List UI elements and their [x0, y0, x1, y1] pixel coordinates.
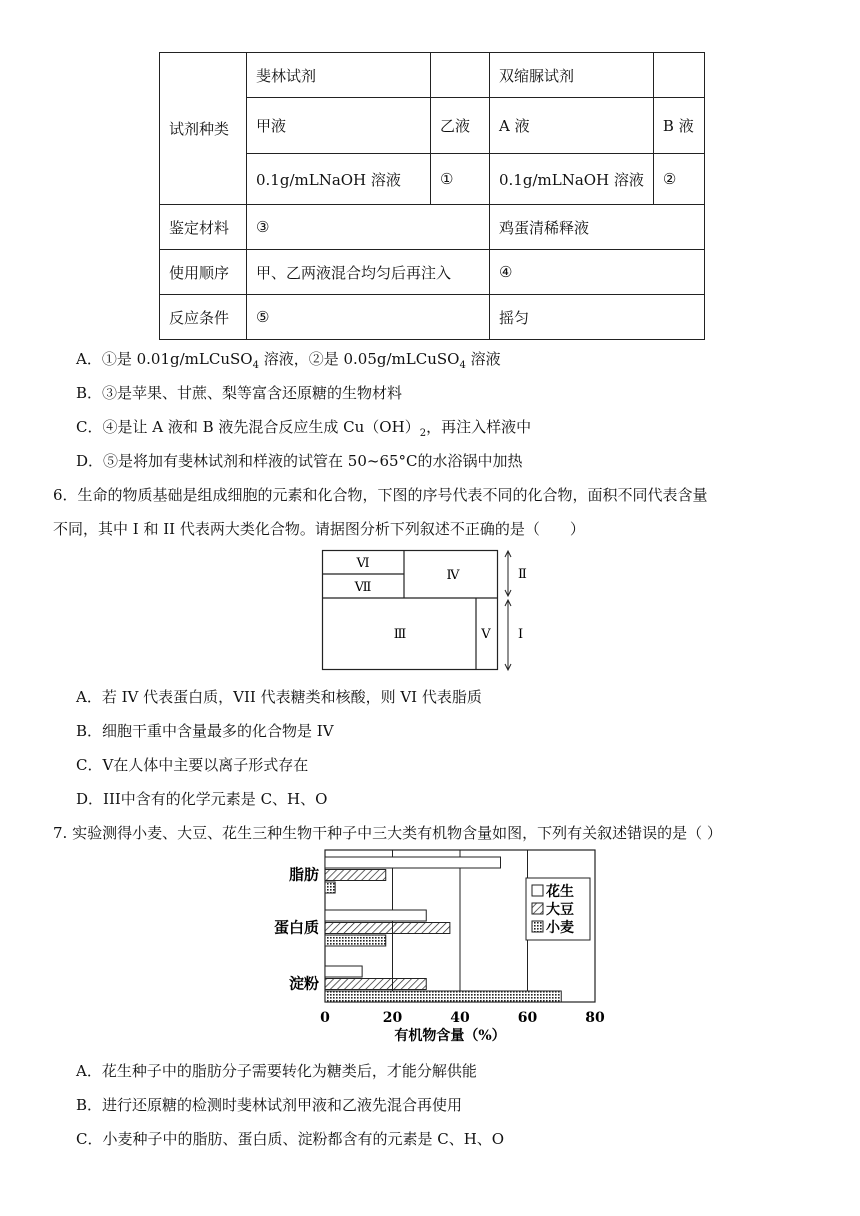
legend-swatch: [532, 885, 543, 896]
label-iii: Ⅲ: [393, 627, 407, 642]
x-tick-label: 60: [517, 1010, 538, 1026]
q6-stem-line2: 不同，其中 I 和 II 代表两大类化合物。请据图分析下列叙述不正确的是（ ）: [53, 520, 585, 538]
x-tick-label: 0: [320, 1010, 330, 1026]
organic-content-chart: [270, 844, 610, 1044]
row-head-type: 试剂种类: [160, 53, 247, 205]
shake-cell: 摇匀: [490, 295, 705, 340]
bar-小麦: [325, 991, 561, 1002]
bar-大豆: [325, 979, 426, 990]
legend-swatch: [532, 903, 543, 914]
legend-label: 花生: [546, 884, 574, 900]
bar-花生: [325, 857, 501, 868]
naoh-cell-2: 0.1g/mLNaOH 溶液: [490, 154, 654, 205]
q7-option-c: C．小麦种子中的脂肪、蛋白质、淀粉都含有的元素是 C、H、O: [76, 1130, 505, 1148]
fehling-header: 斐林试剂: [247, 53, 431, 98]
x-tick-label: 40: [450, 1010, 470, 1026]
x-axis-label: 有机物含量（%）: [394, 1028, 506, 1044]
jia-cell: 甲液: [247, 98, 431, 154]
row-head-material: 鉴定材料: [160, 205, 247, 250]
compound-diagram: [318, 546, 538, 676]
a-liquid-cell: A 液: [490, 98, 654, 154]
label-ii: Ⅱ: [518, 567, 527, 582]
q6-option-b: B．细胞干重中含量最多的化合物是 IV: [76, 722, 334, 740]
q5-option-b: B．③是苹果、甘蔗、梨等富含还原糖的生物材料: [76, 384, 403, 402]
bar-小麦: [325, 882, 335, 893]
row-head-cond: 反应条件: [160, 295, 247, 340]
biuret-blank: [653, 53, 704, 98]
x-tick-label: 20: [382, 1010, 403, 1026]
mix-cell: 甲、乙两液混合均匀后再注入: [247, 250, 490, 295]
fehling-blank: [431, 53, 490, 98]
category-label: 淀粉: [288, 974, 319, 993]
q5-option-a: A．①是 0.01g/mLCuSO$_4$ 溶液，②是 0.05g/mLCuSO$_4$ 溶液: [76, 350, 501, 371]
label-i: Ⅰ: [518, 627, 524, 642]
biuret-header: 双缩脲试剂: [490, 53, 654, 98]
category-label: 蛋白质: [273, 918, 319, 937]
label-vii: Ⅶ: [354, 580, 372, 595]
blank-1: ①: [431, 154, 490, 205]
yi-cell: 乙液: [431, 98, 490, 154]
blank-5: ⑤: [247, 295, 490, 340]
bar-小麦: [325, 935, 386, 946]
row-head-order: 使用顺序: [160, 250, 247, 295]
q6-option-d: D．III中含有的化学元素是 C、H、O: [76, 790, 328, 808]
q5-option-d: D．⑤是将加有斐林试剂和样液的试管在 50~65°C的水浴锅中加热: [76, 452, 523, 470]
egg-cell: 鸡蛋清稀释液: [490, 205, 705, 250]
legend-swatch: [532, 921, 543, 932]
bar-花生: [325, 966, 362, 977]
label-iv: Ⅳ: [446, 568, 460, 583]
q5-option-c: C．④是让 A 液和 B 液先混合反应生成 $Cu(OH)_2$，再注入样液中: [76, 418, 532, 439]
blank-2: ②: [653, 154, 704, 205]
category-label: 脂肪: [288, 865, 319, 884]
x-tick-label: 80: [585, 1010, 605, 1026]
blank-4: ④: [490, 250, 705, 295]
blank-3: ③: [247, 205, 490, 250]
naoh-cell-1: 0.1g/mLNaOH 溶液: [247, 154, 431, 205]
reagent-table: [159, 52, 705, 340]
q6-option-c: C．V在人体中主要以离子形式存在: [76, 756, 309, 774]
legend-label: 小麦: [546, 920, 574, 936]
q6-stem-line1: 6．生命的物质基础是组成细胞的元素和化合物，下图的序号代表不同的化合物，面积不同代表含量: [53, 486, 708, 504]
b-liquid-cell: B 液: [653, 98, 704, 154]
legend-label: 大豆: [546, 902, 574, 918]
bar-花生: [325, 910, 426, 921]
q6-option-a: A．若 IV 代表蛋白质，VII 代表糖类和核酸，则 VI 代表脂质: [76, 688, 482, 706]
label-vi: Ⅵ: [356, 556, 370, 571]
bar-大豆: [325, 870, 386, 881]
bar-大豆: [325, 923, 450, 934]
q7-option-a: A．花生种子中的脂肪分子需要转化为糖类后，才能分解供能: [76, 1062, 477, 1080]
label-v: Ⅴ: [481, 627, 491, 642]
q7-option-b: B．进行还原糖的检测时斐林试剂甲液和乙液先混合再使用: [76, 1096, 463, 1114]
q7-stem: 7. 实验测得小麦、大豆、花生三种生物干种子中三大类有机物含量如图，下列有关叙述错误的是（ ）: [53, 824, 722, 842]
